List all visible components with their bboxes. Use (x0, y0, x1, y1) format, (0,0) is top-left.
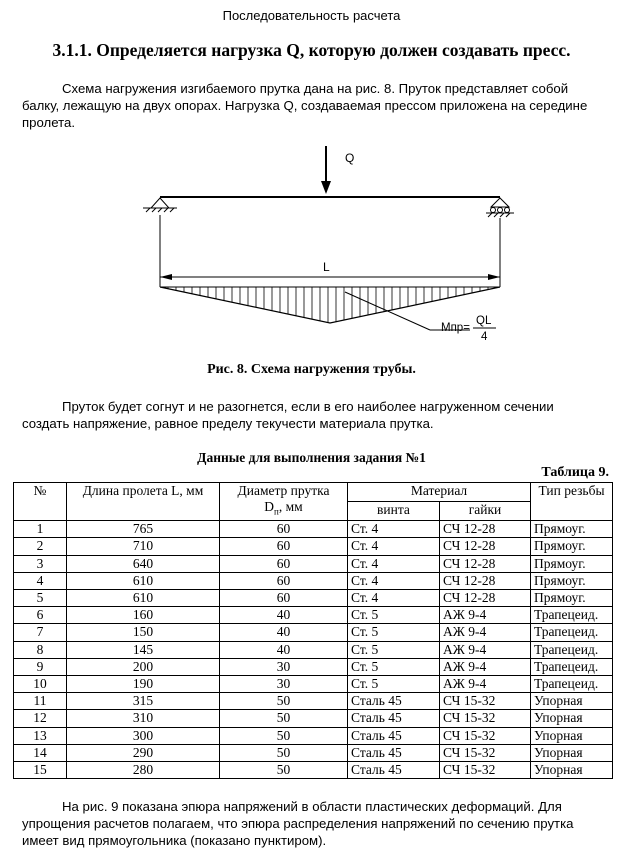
header-diameter (220, 483, 348, 521)
table-row (14, 727, 613, 744)
row-num: 4 (14, 572, 67, 589)
row-nut: СЧ 15-32 (440, 727, 531, 744)
table-label: Таблица 9. (541, 465, 609, 480)
row-num: 8 (14, 641, 67, 658)
header-thread: Тип резьбы (531, 483, 613, 521)
row-screw: Ст. 5 (348, 641, 440, 658)
row-num: 6 (14, 607, 67, 624)
row-num: 3 (14, 555, 67, 572)
row-num: 12 (14, 710, 67, 727)
load-arrow (321, 146, 331, 194)
row-diameter: 60 (220, 555, 348, 572)
row-span: 315 (67, 693, 220, 710)
row-diameter: 40 (220, 624, 348, 641)
row-span: 640 (67, 555, 220, 572)
row-thread: Прямоуг. (531, 538, 613, 555)
row-thread: Трапецеид. (531, 607, 613, 624)
row-span: 710 (67, 538, 220, 555)
intro-paragraph: Схема нагружения изгибаемого прутка дана на рис. 8. Пруток представляет собой балку, лежащую на двух опорах. Нагрузка Q, создаваемая прессом приложена на середине пролета. (22, 81, 588, 130)
moment-numerator: QL (476, 315, 492, 327)
row-num: 15 (14, 761, 67, 778)
table-row (14, 538, 613, 555)
load-label: Q (345, 151, 355, 165)
row-thread: Прямоуг. (531, 555, 613, 572)
left-support (143, 198, 177, 212)
moment-denominator: 4 (481, 331, 488, 343)
row-nut: АЖ 9-4 (440, 624, 531, 641)
row-num: 5 (14, 589, 67, 606)
row-num: 1 (14, 521, 67, 538)
section-title: 3.1.1. Определяется нагрузка Q, которую должен создавать пресс. (52, 40, 571, 60)
header-span: Длина пролета L, мм (67, 483, 220, 521)
conclusion-paragraph: На рис. 9 показана эпюра напряжений в области пластических деформаций. Для упрощения расчетов полагаем, что эпюра распределения напряжений по сечению прутка имеет вид прямоугольника (показано пунктиром). (22, 799, 574, 848)
row-screw: Ст. 4 (348, 572, 440, 589)
table-row (14, 761, 613, 778)
row-num: 11 (14, 693, 67, 710)
table-row (14, 744, 613, 761)
table-row (14, 675, 613, 692)
row-num: 13 (14, 727, 67, 744)
row-num: 9 (14, 658, 67, 675)
data-table (13, 482, 613, 779)
row-span: 200 (67, 658, 220, 675)
row-nut: СЧ 12-28 (440, 538, 531, 555)
header-screw: винта (348, 502, 440, 521)
table-row (14, 658, 613, 675)
table-heading: Данные для выполнения задания №1 (197, 450, 426, 465)
row-screw: Ст. 5 (348, 624, 440, 641)
row-thread: Прямоуг. (531, 521, 613, 538)
row-nut: СЧ 12-28 (440, 521, 531, 538)
table-body (14, 521, 613, 779)
row-span: 610 (67, 572, 220, 589)
row-num: 2 (14, 538, 67, 555)
row-thread: Трапецеид. (531, 641, 613, 658)
row-span: 280 (67, 761, 220, 778)
row-thread: Прямоуг. (531, 572, 613, 589)
figure-caption: Рис. 8. Схема нагружения трубы. (207, 362, 416, 377)
row-thread: Трапецеид. (531, 675, 613, 692)
row-diameter: 50 (220, 727, 348, 744)
row-diameter: 40 (220, 607, 348, 624)
row-screw: Сталь 45 (348, 761, 440, 778)
row-diameter: 40 (220, 641, 348, 658)
row-span: 765 (67, 521, 220, 538)
row-diameter: 50 (220, 744, 348, 761)
row-span: 290 (67, 744, 220, 761)
row-screw: Сталь 45 (348, 727, 440, 744)
row-nut: АЖ 9-4 (440, 607, 531, 624)
table-row (14, 693, 613, 710)
header-diameter-sub: п (274, 506, 279, 517)
row-screw: Сталь 45 (348, 710, 440, 727)
loading-diagram (0, 138, 623, 360)
span-label: L (323, 260, 330, 274)
row-nut: СЧ 15-32 (440, 710, 531, 727)
row-thread: Упорная (531, 761, 613, 778)
row-diameter: 60 (220, 521, 348, 538)
table-row (14, 641, 613, 658)
row-thread: Прямоуг. (531, 589, 613, 606)
bending-paragraph: Пруток будет согнут и не разогнется, если в его наиболее нагруженном сечении создать напряжение, равное пределу текучести материала прутка. (22, 399, 554, 431)
row-diameter: 30 (220, 675, 348, 692)
row-nut: СЧ 15-32 (440, 761, 531, 778)
table-row (14, 521, 613, 538)
row-diameter: 50 (220, 761, 348, 778)
row-span: 150 (67, 624, 220, 641)
row-diameter: 30 (220, 658, 348, 675)
row-screw: Ст. 5 (348, 658, 440, 675)
row-screw: Ст. 4 (348, 555, 440, 572)
row-span: 145 (67, 641, 220, 658)
row-screw: Ст. 5 (348, 675, 440, 692)
row-span: 160 (67, 607, 220, 624)
row-diameter: 50 (220, 710, 348, 727)
row-num: 10 (14, 675, 67, 692)
row-nut: АЖ 9-4 (440, 675, 531, 692)
table-row (14, 555, 613, 572)
row-thread: Упорная (531, 744, 613, 761)
row-num: 7 (14, 624, 67, 641)
row-num: 14 (14, 744, 67, 761)
moment-label: Мпр= (441, 322, 470, 334)
row-nut: СЧ 15-32 (440, 744, 531, 761)
table-row (14, 624, 613, 641)
row-screw: Ст. 4 (348, 589, 440, 606)
table-row (14, 710, 613, 727)
row-thread: Упорная (531, 710, 613, 727)
header-diameter-symbol: D (264, 499, 275, 515)
row-screw: Ст. 5 (348, 607, 440, 624)
row-screw: Ст. 4 (348, 521, 440, 538)
table-row (14, 607, 613, 624)
row-diameter: 60 (220, 589, 348, 606)
span-dimension (160, 274, 500, 280)
table-row (14, 589, 613, 606)
row-screw: Сталь 45 (348, 693, 440, 710)
row-diameter: 60 (220, 572, 348, 589)
row-nut: СЧ 12-28 (440, 589, 531, 606)
row-nut: СЧ 15-32 (440, 693, 531, 710)
row-thread: Упорная (531, 727, 613, 744)
header-nut: гайки (440, 502, 531, 521)
page-header: Последовательность расчета (222, 8, 401, 23)
row-diameter: 50 (220, 693, 348, 710)
row-span: 310 (67, 710, 220, 727)
moment-diagram (160, 287, 500, 323)
row-diameter: 60 (220, 538, 348, 555)
table-row (14, 572, 613, 589)
row-thread: Упорная (531, 693, 613, 710)
row-nut: АЖ 9-4 (440, 658, 531, 675)
row-screw: Ст. 4 (348, 538, 440, 555)
row-span: 610 (67, 589, 220, 606)
row-span: 300 (67, 727, 220, 744)
header-diameter-unit: , мм (278, 499, 303, 515)
row-nut: СЧ 12-28 (440, 555, 531, 572)
header-diameter-title: Диаметр прутка (237, 483, 330, 498)
row-nut: АЖ 9-4 (440, 641, 531, 658)
header-num: № (14, 483, 67, 521)
row-nut: СЧ 12-28 (440, 572, 531, 589)
row-screw: Сталь 45 (348, 744, 440, 761)
moment-leader (345, 292, 430, 330)
row-span: 190 (67, 675, 220, 692)
header-material: Материал (348, 483, 531, 502)
right-support (486, 198, 514, 217)
row-thread: Трапецеид. (531, 658, 613, 675)
row-thread: Трапецеид. (531, 624, 613, 641)
